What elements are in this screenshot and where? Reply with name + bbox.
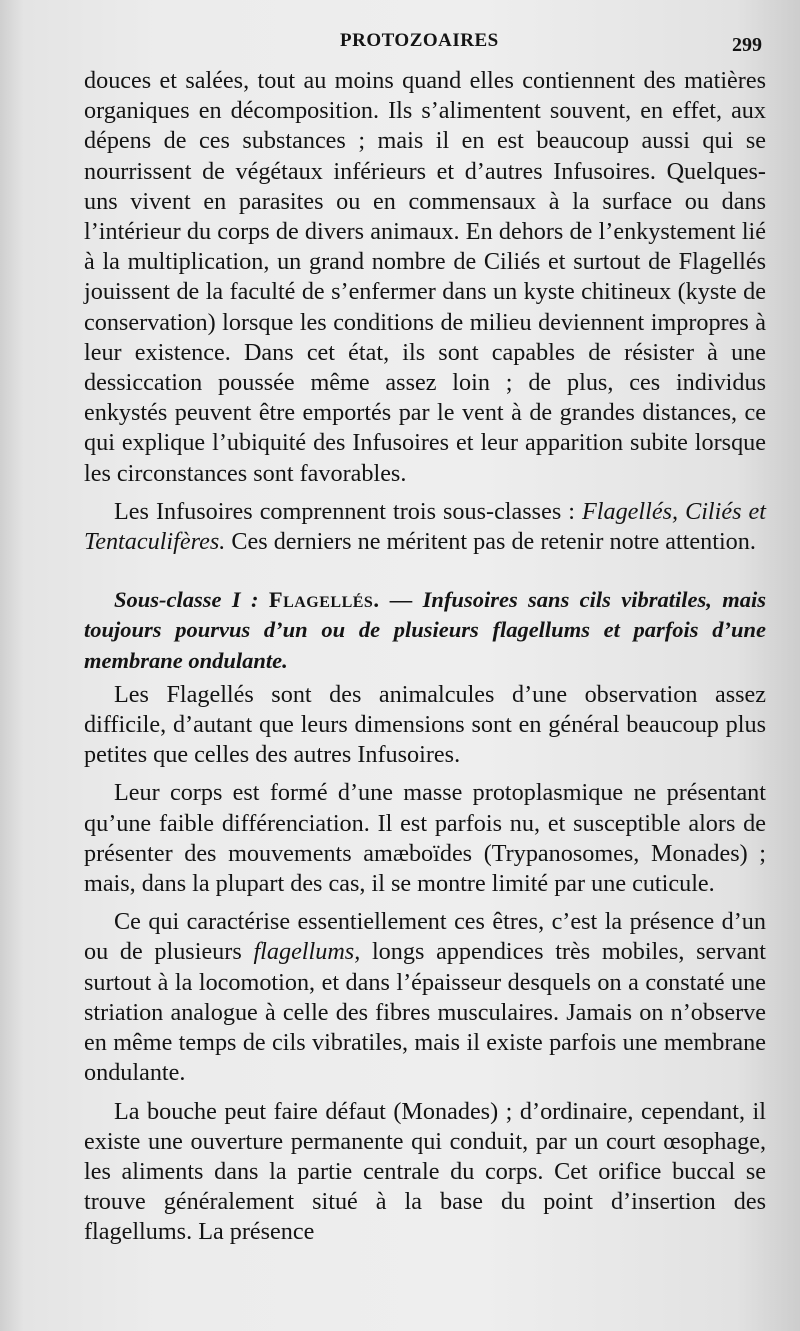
- paragraph-flagellums: [84, 907, 766, 1088]
- paragraph-mouth: La bouche peut faire défaut (Monades) ; d’ordinaire, cependant, il existe une ouverture permanente qui conduit, par un court œsophage, les aliments dans la partie centrale du corps. Cet orifice buccal se trouve généralement situé à la base du point d’insertion des flagellums. La présence: [84, 1097, 766, 1246]
- paragraph-body: Leur corps est formé d’une masse protoplasmique ne présentant qu’une faible différenciation. Il est parfois nu, et susceptible alors de présenter des mouvements amæboïdes (Trypanosomes, Monades) ; mais, dans la plupart des cas, il se montre limité par une cuticule.: [84, 779, 766, 898]
- subclass-names: Flagellés, Ciliés et Tentaculifères.: [84, 497, 766, 556]
- page-number: 299: [732, 34, 762, 56]
- paragraph-text: Ce qui caractérise essentiellement ces êtres, c’est la présence d’un ou de plusieurs: [84, 908, 766, 966]
- paragraph-observation: Les Flagellés sont des animalcules d’une observation assez difficile, d’autant que leurs dimensions sont en général beaucoup plus petites que celles des autres Infusoires.: [84, 680, 766, 769]
- paragraph-continuation: douces et salées, tout au moins quand elles contiennent des matières organiques en décomposition. Ils s’alimentent souvent, en effet, aux dépens de ces substances ; mais il en est beaucoup aussi qui se nourrissent de végétaux inférieurs et d’autres Infusoires. Quelques-uns vivent en parasites ou en commensaux à la surface ou dans l’intérieur du corps de divers animaux. En dehors de l’enkystement lié à la multiplication, un grand nombre de Ciliés et surtout de Flagellés jouissent de la faculté de s’enfermer dans un kyste chitineux (kyste de conservation) lorsque les conditions de milieu deviennent impropres à leur existence. Dans cet état, ils sont capables de résister à une dessiccation poussée même assez loin ; de plus, ces individus enkystés peuvent être emportés par le vent à de grandes distances, ce qui explique l’ubiquité des Infusoires et leur apparition subite lorsque les circonstances sont favorables.: [84, 67, 766, 487]
- paragraph-subclasses: [84, 497, 766, 557]
- paragraph-text: Les Infusoires comprennent trois sous-classes :: [114, 497, 582, 525]
- section-heading-description: — Infusoires sans cils vibratiles, mais toujours pourvus d’un ou de plusieurs flagellums et parfois d’une membrane ondulante.: [84, 587, 766, 673]
- body-text: [84, 66, 766, 1248]
- paragraph-text: longs appendices très mobiles, servant surtout à la locomotion, et dans l’épaisseur desquels on a constaté une striation analogue à celle des fibres musculaires. Jamais on n’observe en même temps de cils vibratiles, mais il existe parfois une membrane ondulante.: [84, 938, 766, 1087]
- section-heading-name: Flagellés.: [268, 587, 380, 613]
- running-head-title: PROTOZOAIRES: [340, 30, 499, 51]
- section-heading-prefix: Sous-classe I :: [114, 587, 269, 613]
- paragraph-text: Ces derniers ne méritent pas de retenir notre attention.: [225, 528, 756, 556]
- section-heading: [84, 585, 766, 676]
- term-flagellums: flagellums,: [253, 938, 361, 966]
- running-head: [0, 26, 800, 62]
